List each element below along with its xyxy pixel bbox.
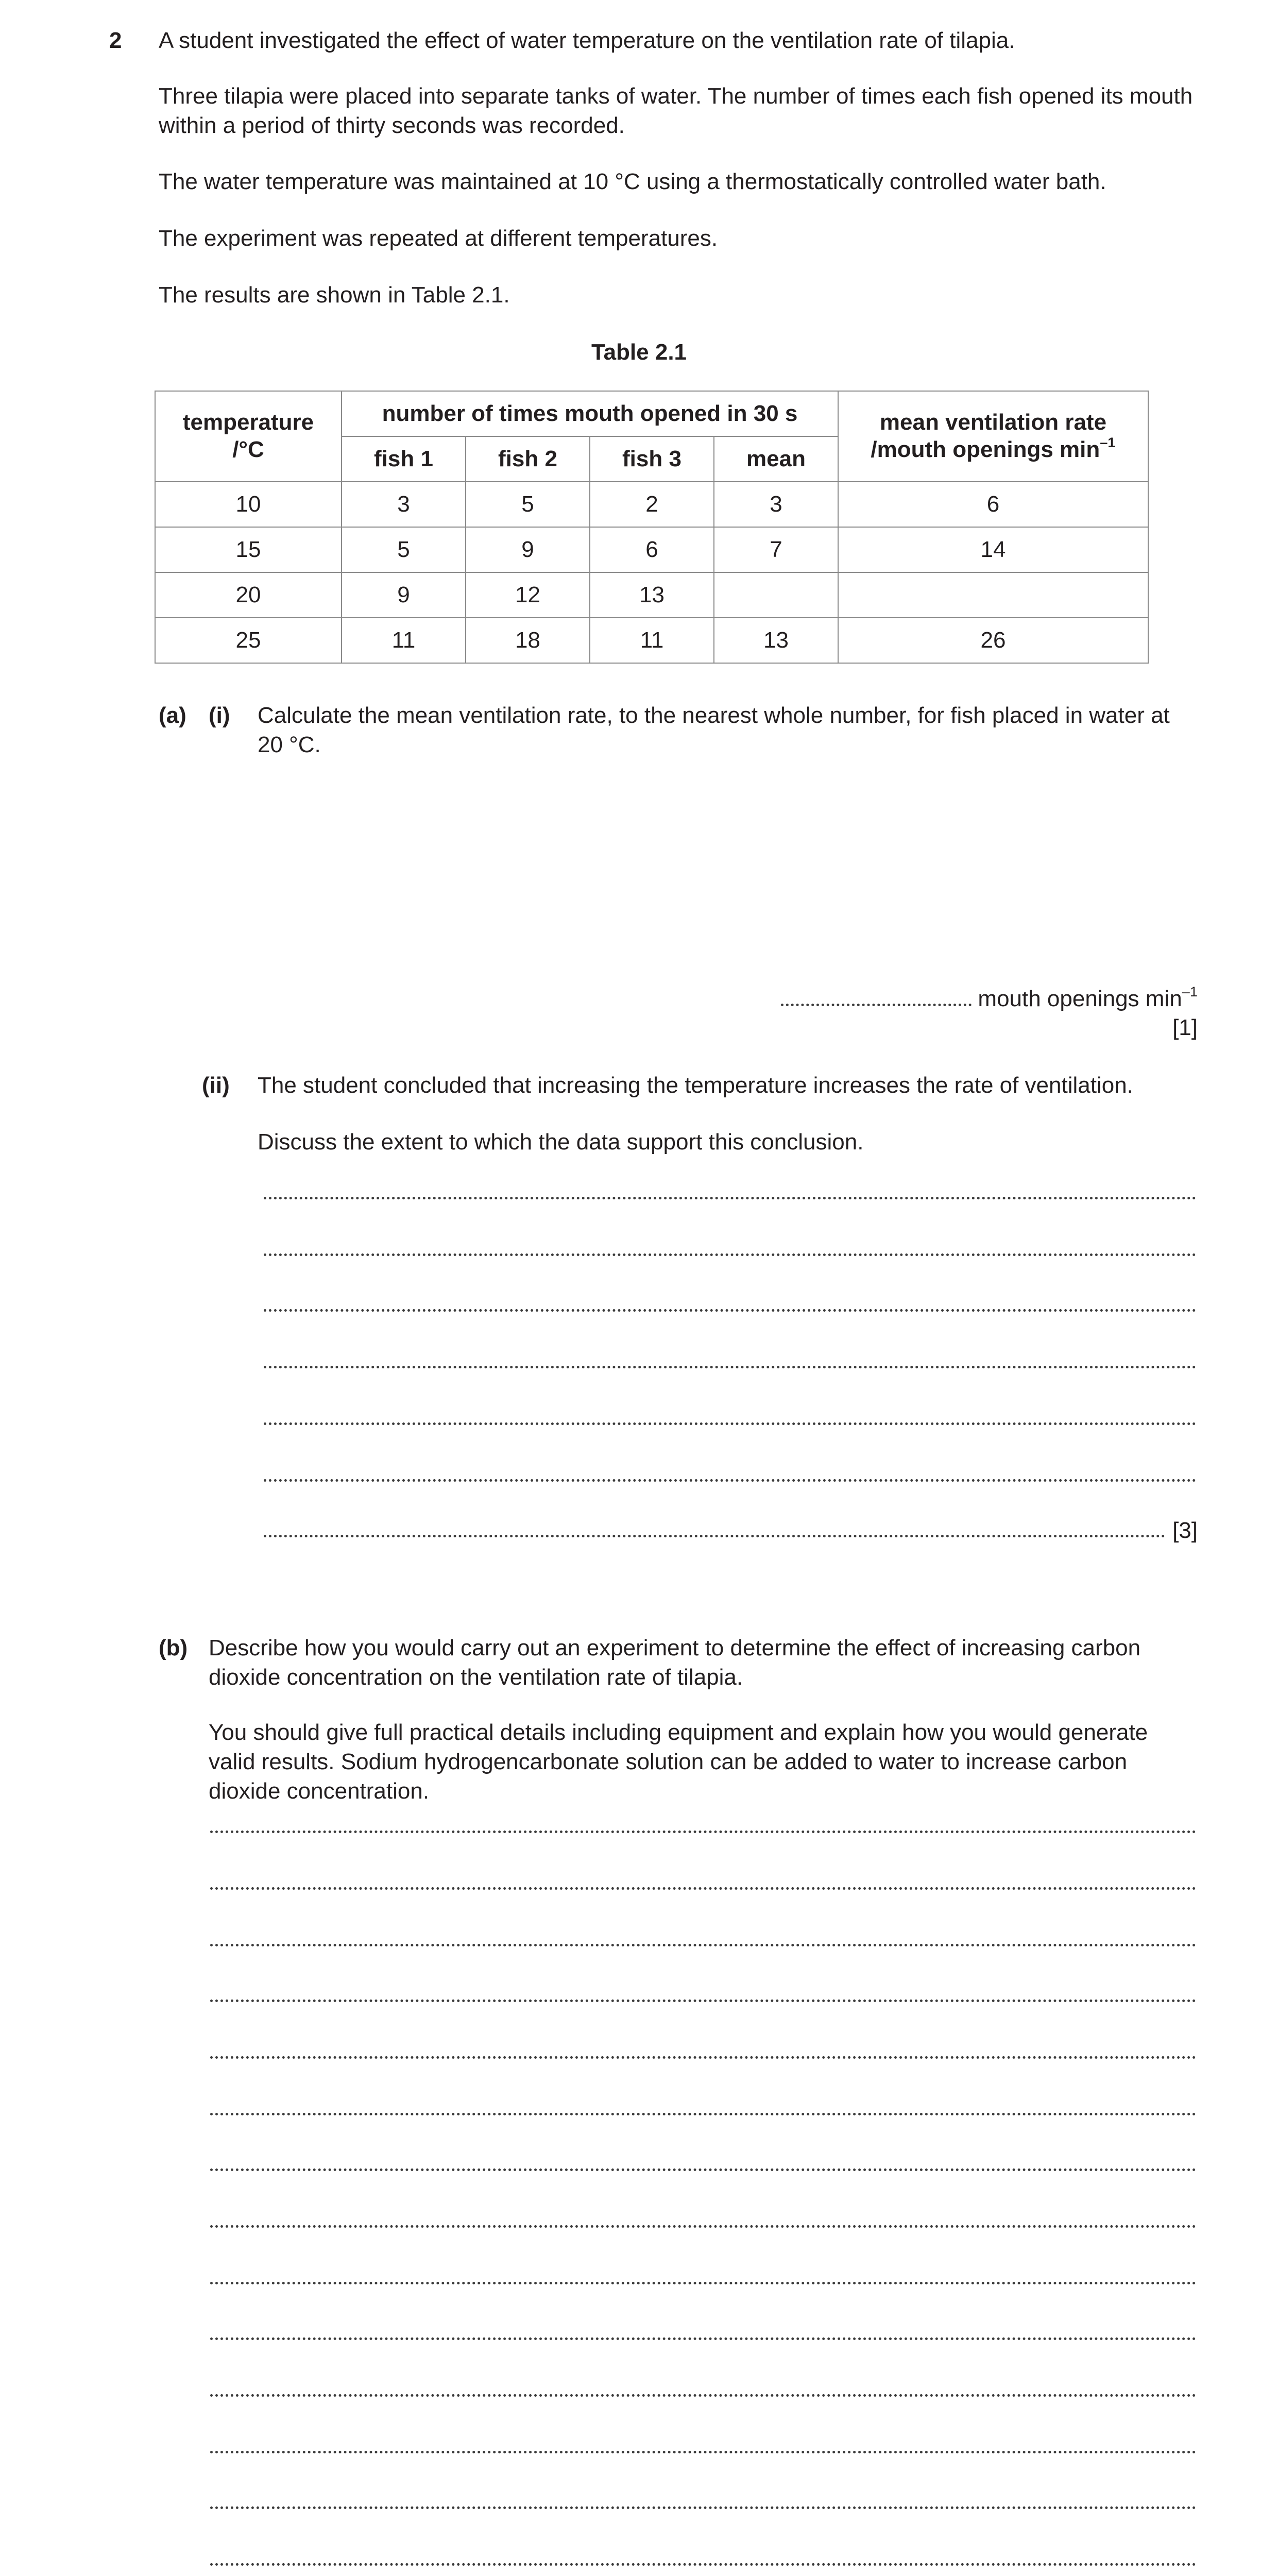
fish1-header: fish 1	[342, 436, 466, 482]
table-header-row	[155, 391, 1148, 436]
cell-fish3: 6	[590, 527, 714, 572]
cell-fish1: 11	[342, 618, 466, 663]
part-b-answer-line[interactable]	[210, 1874, 1196, 1890]
mean-header: mean	[714, 436, 838, 482]
temperature-header-unit: /°C	[232, 437, 264, 462]
cell-mvr: 6	[838, 482, 1148, 527]
part-a-ii-question-2: Discuss the extent to which the data support this conclusion.	[258, 1129, 864, 1155]
part-a-ii-marks: [3]	[1172, 1518, 1198, 1543]
mvr-header-sup: –1	[1100, 434, 1116, 450]
cell-mvr-blank[interactable]	[838, 572, 1148, 618]
cell-fish1: 9	[342, 572, 466, 618]
cell-temp: 20	[155, 572, 342, 618]
cell-fish2: 5	[466, 482, 590, 527]
intro-paragraph-3: The water temperature was maintained at 10 °C using a thermostatically controlled water bath.	[159, 169, 1106, 194]
part-a-i-unit-sup: –1	[1182, 983, 1198, 999]
part-a-i-unit: mouth openings min	[978, 986, 1182, 1011]
part-a-i-question: Calculate the mean ventilation rate, to the nearest whole number, for fish placed in water at 20 °C.	[258, 703, 1170, 758]
table-row	[155, 527, 1148, 572]
part-b-answer-line[interactable]	[210, 2325, 1196, 2340]
part-b-answer-line[interactable]	[210, 2494, 1196, 2509]
part-b-answer-line[interactable]	[210, 1987, 1196, 2002]
cell-fish3: 2	[590, 482, 714, 527]
cell-fish2: 18	[466, 618, 590, 663]
temperature-header-label: temperature	[182, 410, 314, 435]
results-table	[155, 391, 1149, 664]
part-a-i-marks: [1]	[1172, 1015, 1198, 1040]
mean-ventilation-rate-header	[838, 391, 1148, 482]
cell-fish2: 9	[466, 527, 590, 572]
cell-fish3: 11	[590, 618, 714, 663]
part-b-answer-line[interactable]	[210, 2550, 1196, 2566]
cell-temp: 25	[155, 618, 342, 663]
part-b-question-2: You should give full practical details including equipment and explain how you would generate valid results. Sodium hydrogencarbonate solution can be added to water to increase carbon dioxide concentration.	[209, 1720, 1148, 1804]
part-a-ii-label: (ii)	[202, 1073, 230, 1098]
part-a-i-answer-field[interactable]	[781, 988, 972, 1006]
mvr-header-line1: mean ventilation rate	[879, 410, 1107, 435]
part-a-i-answer-line	[781, 984, 1198, 1013]
part-b-label: (b)	[159, 1635, 188, 1660]
cell-mean: 3	[714, 482, 838, 527]
mouth-opened-group-header: number of times mouth opened in 30 s	[342, 391, 838, 436]
intro-paragraph-4: The experiment was repeated at different temperatures.	[159, 226, 718, 251]
cell-mean-blank[interactable]	[714, 572, 838, 618]
cell-mvr: 26	[838, 618, 1148, 663]
part-a-ii-answer-line[interactable]	[264, 1241, 1196, 1256]
part-a-ii-answer-line[interactable]	[264, 1184, 1196, 1199]
part-b-answer-line[interactable]	[210, 2212, 1196, 2228]
question-number: 2	[109, 28, 122, 53]
cell-mean: 13	[714, 618, 838, 663]
fish2-header: fish 2	[466, 436, 590, 482]
part-a-ii-answer-line[interactable]	[264, 1410, 1196, 1425]
part-b-answer-line[interactable]	[210, 2381, 1196, 2397]
table-row	[155, 618, 1148, 663]
part-a-i-label: (i)	[209, 703, 230, 728]
cell-fish2: 12	[466, 572, 590, 618]
part-b-answer-line[interactable]	[210, 1818, 1196, 1833]
cell-temp: 15	[155, 527, 342, 572]
fish3-header: fish 3	[590, 436, 714, 482]
part-b-question-1: Describe how you would carry out an experiment to determine the effect of increasing carbon dioxide concentration on the ventilation rate of tilapia.	[209, 1635, 1141, 1690]
part-b-answer-line[interactable]	[210, 2100, 1196, 2115]
part-a-ii-answer-line[interactable]	[264, 1466, 1196, 1482]
table-row	[155, 572, 1148, 618]
table-row	[155, 482, 1148, 527]
cell-temp: 10	[155, 482, 342, 527]
part-b-answer-line[interactable]	[210, 2269, 1196, 2284]
part-b-answer-line[interactable]	[210, 1931, 1196, 1946]
cell-fish3: 13	[590, 572, 714, 618]
part-a-ii-answer-line[interactable]	[264, 1353, 1196, 1368]
intro-paragraph-1: A student investigated the effect of water temperature on the ventilation rate of tilapia.	[159, 28, 1015, 53]
part-b-answer-line[interactable]	[210, 2156, 1196, 2171]
temperature-header	[155, 391, 342, 482]
intro-paragraph-2: Three tilapia were placed into separate tanks of water. The number of times each fish opened its mouth within a period of thirty seconds was recorded.	[159, 83, 1193, 139]
intro-paragraph-5: The results are shown in Table 2.1.	[159, 282, 510, 308]
cell-fish1: 5	[342, 527, 466, 572]
cell-mean: 7	[714, 527, 838, 572]
part-a-ii-answer-line[interactable]	[264, 1296, 1196, 1312]
part-a-ii-answer-line[interactable]	[264, 1522, 1165, 1537]
part-a-ii-question-1: The student concluded that increasing the temperature increases the rate of ventilation.	[258, 1073, 1133, 1098]
cell-mvr: 14	[838, 527, 1148, 572]
cell-fish1: 3	[342, 482, 466, 527]
table-title: Table 2.1	[591, 340, 687, 365]
part-b-answer-line[interactable]	[210, 2043, 1196, 2059]
part-b-answer-line[interactable]	[210, 2438, 1196, 2453]
part-a-label: (a)	[159, 703, 186, 728]
mvr-header-line2: /mouth openings min	[871, 437, 1100, 462]
